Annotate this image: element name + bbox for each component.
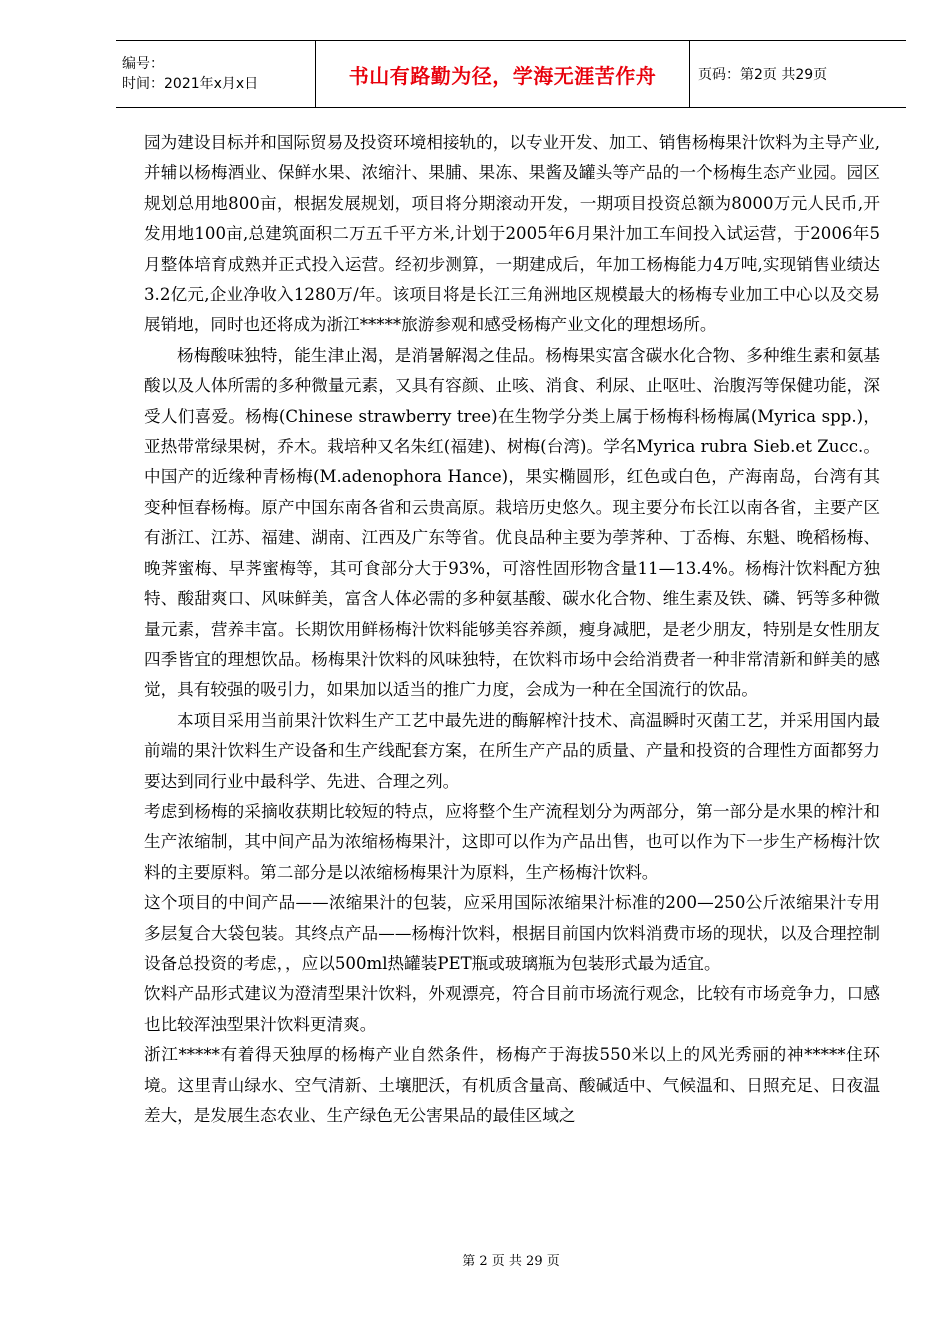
document-body <box>144 128 880 1131</box>
paragraph-4: 考虑到杨梅的采摘收获期比较短的特点，应将整个生产流程划分为两部分，第一部分是水果的榨汁和生产浓缩制，其中间产品为浓缩杨梅果汁，这即可以作为产品出售，也可以作为下一步生产杨梅汁饮料的主要原料。第二部分是以浓缩杨梅果汁为原料，生产杨梅汁饮料。 <box>144 801 880 882</box>
page-footer <box>0 1250 950 1269</box>
motto-text: 书山有路勤为径，学海无涯苦作舟 <box>348 63 657 88</box>
paragraph-5: 这个项目的中间产品——浓缩果汁的包装，应采用国际浓缩果汁标准的200—250公斤浓缩果汁专用多层复合大袋包装。其终点产品——杨梅汁饮料，根据目前国内饮料消费市场的现状，以及合理控制设备总投资的考虑，，应以500ml热罐装PET瓶或玻璃瓶为包装形式最为适宜。 <box>144 893 880 973</box>
paragraph-6: 饮料产品形式建议为澄清型果汁饮料，外观漂亮，符合目前市场流行观念，比较有市场竞争力，口感也比较浑浊型果汁饮料更清爽。 <box>144 984 880 1034</box>
paragraph-7: 浙江*****有着得天独厚的杨梅产业自然条件，杨梅产于海拔550米以上的风光秀丽的神*****住环境。这里青山绿水、空气清新、土壤肥沃，有机质含量高、酸碱适中、气候温和、日照充足、日夜温差大，是发展生态农业、生产绿色无公害果品的最佳区域之 <box>144 1045 880 1125</box>
page-header <box>116 40 906 108</box>
paragraph-2: 杨梅酸味独特，能生津止渴，是消暑解渴之佳品。杨梅果实富含碳水化合物、多种维生素和氨基酸以及人体所需的多种微量元素，又具有容颜、止咳、消食、利尿、止呕吐、治腹泻等保健功能，深受人们喜爱。杨梅(Chinese strawberry tree)在生物学分类上属于杨梅科杨梅属(Myrica spp.)，亚热带常绿果树，乔木。栽培种又名朱红(福建)、树梅(台湾)。学名Myrica rubra Sieb.et Zucc.。中国产的近缘种青杨梅(M.adenophora Hance)，果实椭圆形，红色或白色，产海南岛，台湾有其变种恒春杨梅。原产中国东南各省和云贵高原。栽培历史悠久。现主要分布长江以南各省，主要产区有浙江、江苏、福建、湖南、江西及广东等省。优良品种主要为荸荠种、丁岙梅、东魁、晚稻杨梅、晚荠蜜梅、早荠蜜梅等，其可食部分大于93%，可溶性固形物含量11—13.4%。杨梅汁饮料配方独特、酸甜爽口、风味鲜美，富含人体必需的多种氨基酸、碳水化合物、维生素及铁、磷、钙等多种微量元素，营养丰富。长期饮用鲜杨梅汁饮料能够美容养颜，瘦身减肥，是老少朋友，特别是女性朋友四季皆宜的理想饮品。杨梅果汁饮料的风味独特，在饮料市场中会给消费者一种非常清新和鲜美的感觉，具有较强的吸引力，如果加以适当的推广力度，会成为一种在全国流行的饮品。 <box>144 345 880 700</box>
footer-page-number: 第 2 页 共 29 页 <box>462 1254 560 1269</box>
page-number-label: 页码：第2页 共29页 <box>698 67 828 83</box>
header-meta-cell <box>116 41 316 107</box>
header-motto-cell <box>316 41 690 107</box>
paragraph-1: 园为建设目标并和国际贸易及投资环境相接轨的，以专业开发、加工、销售杨梅果汁饮料为主导产业,并辅以杨梅酒业、保鲜水果、浓缩汁、果脯、果冻、果酱及罐头等产品的一个杨梅生态产业园。园区规划总用地800亩，根据发展规划，项目将分期滚动开发，一期项目投资总额为8000万元人民币,开发用地100亩,总建筑面积二万五千平方米,计划于2005年6月果汁加工车间投入试运营，于2006年5月整体培育成熟并正式投入运营。经初步测算，一期建成后，年加工杨梅能力4万吨,实现销售业绩达3.2亿元,企业净收入1280万/年。该项目将是长江三角洲地区规模最大的杨梅专业加工中心以及交易展销地，同时也还将成为浙江*****旅游参观和感受杨梅产业文化的理想场所。 <box>144 133 880 335</box>
serial-number-label: 编号： <box>122 56 164 72</box>
paragraph-3: 本项目采用当前果汁饮料生产工艺中最先进的酶解榨汁技术、高温瞬时灭菌工艺，并采用国内最前端的果汁饮料生产设备和生产线配套方案，在所生产产品的质量、产量和投资的合理性方面都努力要达到同行业中最科学、先进、合理之列。 <box>144 710 880 791</box>
header-page-cell <box>690 41 906 107</box>
date-label: 时间：2021年x月x日 <box>122 76 259 92</box>
